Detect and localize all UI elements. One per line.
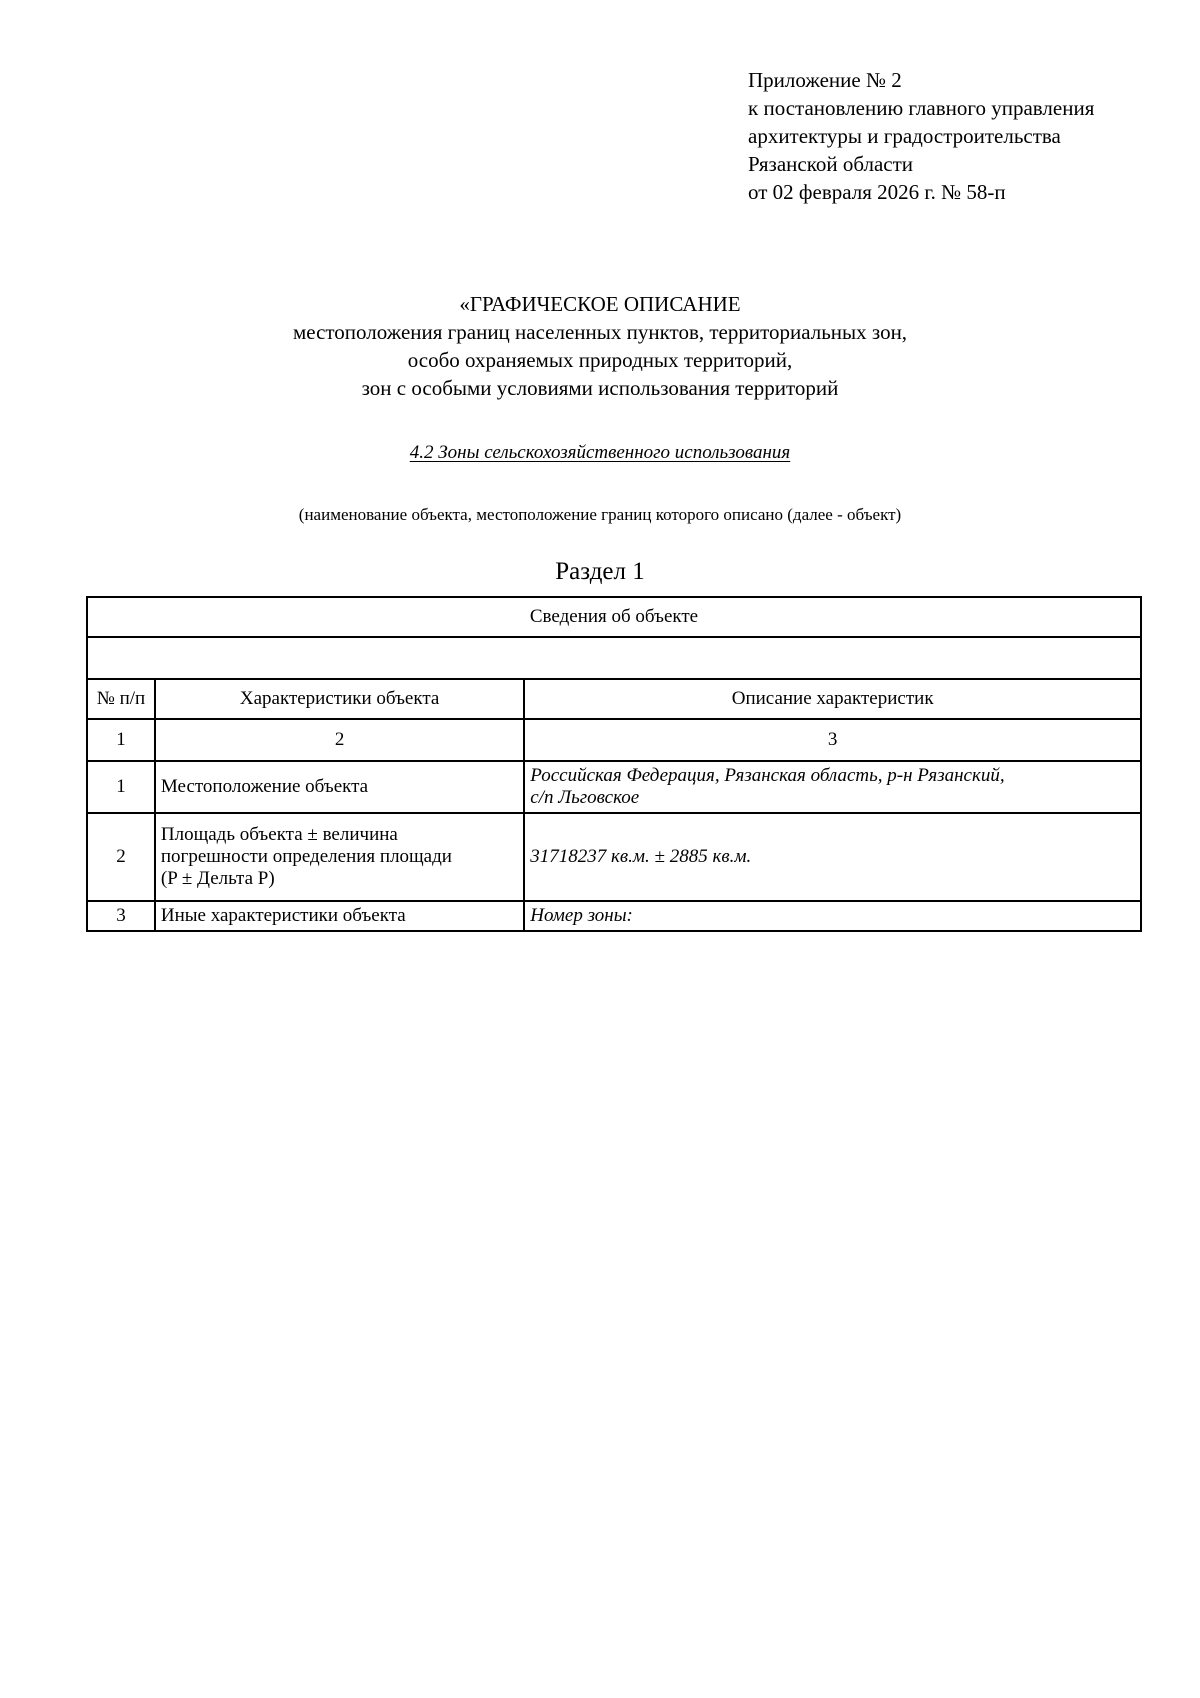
title-line: местоположения границ населенных пунктов, территориальных зон, [292,320,908,344]
table-header: Сведения об объекте [87,597,1141,637]
title-line: зон с особыми условиями использования территорий [361,376,839,400]
column-header-description: Описание характеристик [524,679,1141,719]
annex-line: Приложение № 2 [748,68,902,92]
description-line: с/п Льговское [530,787,640,808]
description-line: Российская Федерация, Рязанская область, р-н Рязанский, [530,765,1005,786]
annex-block [748,66,1094,206]
column-number: 3 [524,719,1141,761]
title-line: «ГРАФИЧЕСКОЕ ОПИСАНИЕ [459,292,741,316]
object-info-table [86,596,1142,932]
row-description [524,761,1141,813]
title-line: особо охраняемых природных территорий, [407,348,793,372]
table-row [87,813,1141,901]
row-characteristic: Иные характеристики объекта [155,901,524,931]
row-description: 31718237 кв.м. ± 2885 кв.м. [524,813,1141,901]
characteristic-line: Площадь объекта ± величина [160,824,398,845]
row-characteristic [155,813,524,901]
row-number: 2 [87,813,155,901]
table-columns-row [87,679,1141,719]
characteristic-line: погрешности определения площади [160,846,452,867]
row-characteristic: Местоположение объекта [155,761,524,813]
table-column-numbers-row [87,719,1141,761]
annex-line: Рязанской области [748,152,914,176]
annex-line: от 02 февраля 2026 г. № 58-п [748,180,1006,204]
section-title: Раздел 1 [555,558,645,585]
table-row [87,901,1141,931]
object-caption: (наименование объекта, местоположение границ которого описано (далее - объект) [298,505,902,524]
annex-line: к постановлению главного управления [748,96,1095,120]
table-empty-row [87,637,1141,679]
table-row [87,761,1141,813]
column-header-number: № п/п [87,679,155,719]
object-name-text: 4.2 Зоны сельскохозяйственного использования [409,442,791,463]
row-number: 1 [87,761,155,813]
table-empty-cell [87,637,1141,679]
characteristic-line: (P ± Дельта P) [160,868,275,889]
column-number: 1 [87,719,155,761]
document-title [0,290,1200,402]
column-header-characteristic: Характеристики объекта [155,679,524,719]
annex-line: архитектуры и градостроительства [748,124,1061,148]
row-description: Номер зоны: [524,901,1141,931]
object-name [0,442,1200,464]
table-header-row [87,597,1141,637]
column-number: 2 [155,719,524,761]
row-number: 3 [87,901,155,931]
